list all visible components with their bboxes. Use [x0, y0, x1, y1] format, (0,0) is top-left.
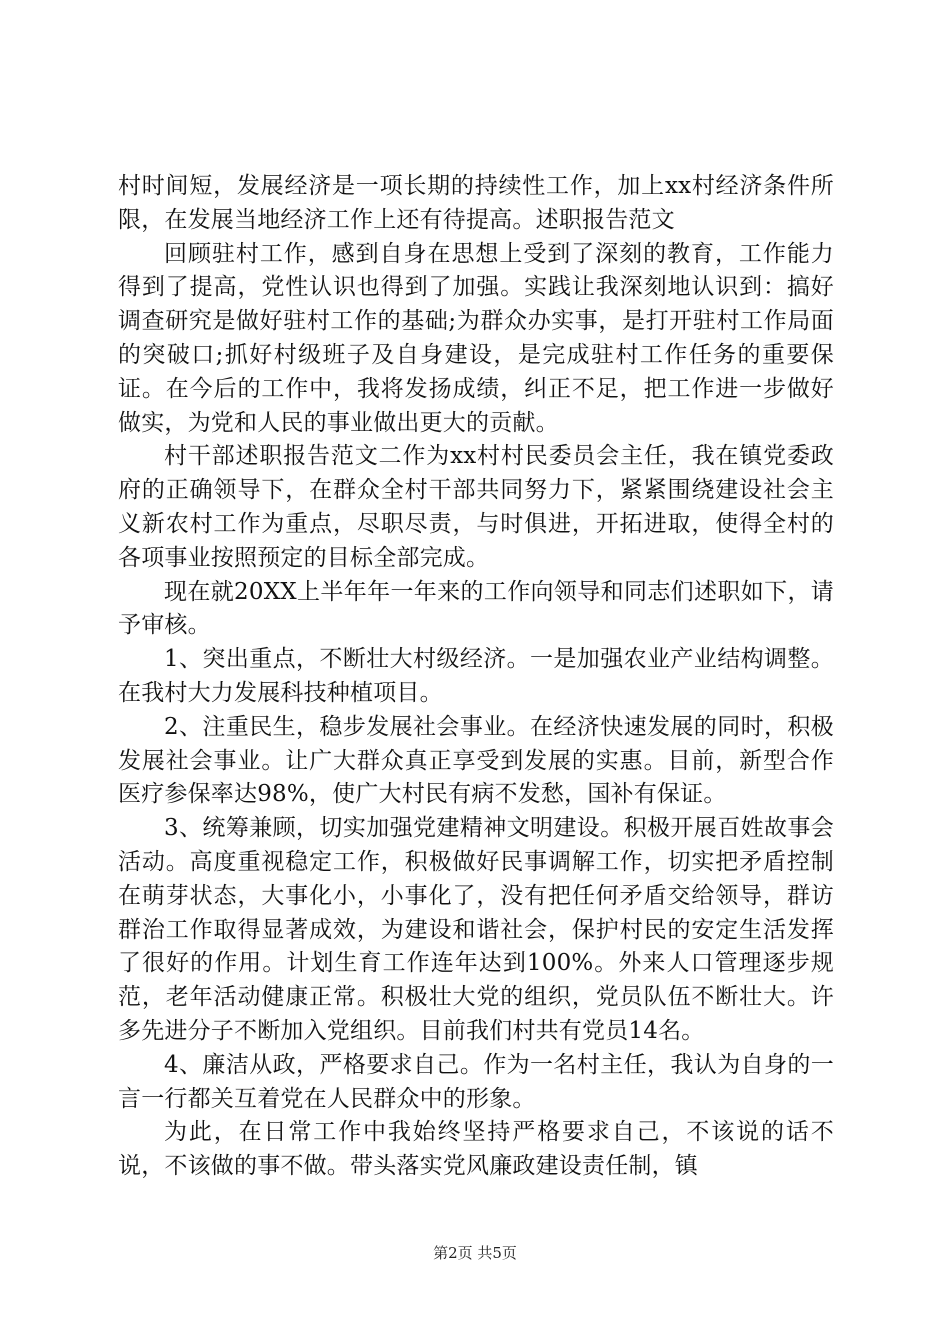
paragraph-2: 回顾驻村工作，感到自身在思想上受到了深刻的教育，工作能力得到了提高，党性认识也得到了加强。实践让我深刻地认识到：搞好调查研究是做好驻村工作的基础;为群众办实事，是打开驻村工作局面的突破口;抓好村级班子及自身建设，是完成驻村工作任务的重要保证。在今后的工作中，我将发扬成绩，纠正不足，把工作进一步做好做实，为党和人民的事业做出更大的贡献。 — [118, 240, 834, 436]
page-footer: 第2页 共5页 — [433, 1244, 517, 1262]
paragraph-1: 村时间短，发展经济是一项长期的持续性工作，加上xx村经济条件所限，在发展当地经济工作上还有待提高。述职报告范文 — [118, 173, 834, 233]
document-body — [118, 170, 834, 1184]
paragraph-9: 为此，在日常工作中我始终坚持严格要求自己，不该说的话不说，不该做的事不做。带头落实党风廉政建设责任制，镇 — [118, 1119, 834, 1180]
paragraph-5: 1、突出重点，不断壮大村级经济。一是加强农业产业结构调整。在我村大力发展科技种植项目。 — [118, 646, 834, 706]
paragraph-7: 3、统筹兼顾，切实加强党建精神文明建设。积极开展百姓故事会活动。高度重视稳定工作，积极做好民事调解工作，切实把矛盾控制在萌芽状态，大事化小，小事化了，没有把任何矛盾交给领导，群访群治工作取得显著成效，为建设和谐社会，保护村民的安定生活发挥了很好的作用。计划生育工作连年达到100%。外来人口管理逐步规范，老年活动健康正常。积极壮大党的组织，党员队伍不断壮大。许多先进分子不断加入党组织。目前我们村共有党员14名。 — [118, 815, 834, 1044]
paragraph-3: 村干部述职报告范文二作为xx村村民委员会主任，我在镇党委政府的正确领导下，在群众全村干部共同努力下，紧紧围绕建设社会主义新农村工作为重点，尽职尽责，与时俱进，开拓进取，使得全村的各项事业按照预定的目标全部完成。 — [118, 443, 834, 571]
paragraph-6: 2、注重民生，稳步发展社会事业。在经济快速发展的同时，积极发展社会事业。让广大群众真正享受到发展的实惠。目前，新型合作医疗参保率达98%，使广大村民有病不发愁，国补有保证。 — [118, 713, 834, 808]
paragraph-4: 现在就20XX上半年年一年来的工作向领导和同志们述职如下，请予审核。 — [118, 578, 834, 639]
paragraph-8: 4、廉洁从政，严格要求自己。作为一名村主任，我认为自身的一言一行都关互着党在人民群众中的形象。 — [118, 1051, 834, 1112]
